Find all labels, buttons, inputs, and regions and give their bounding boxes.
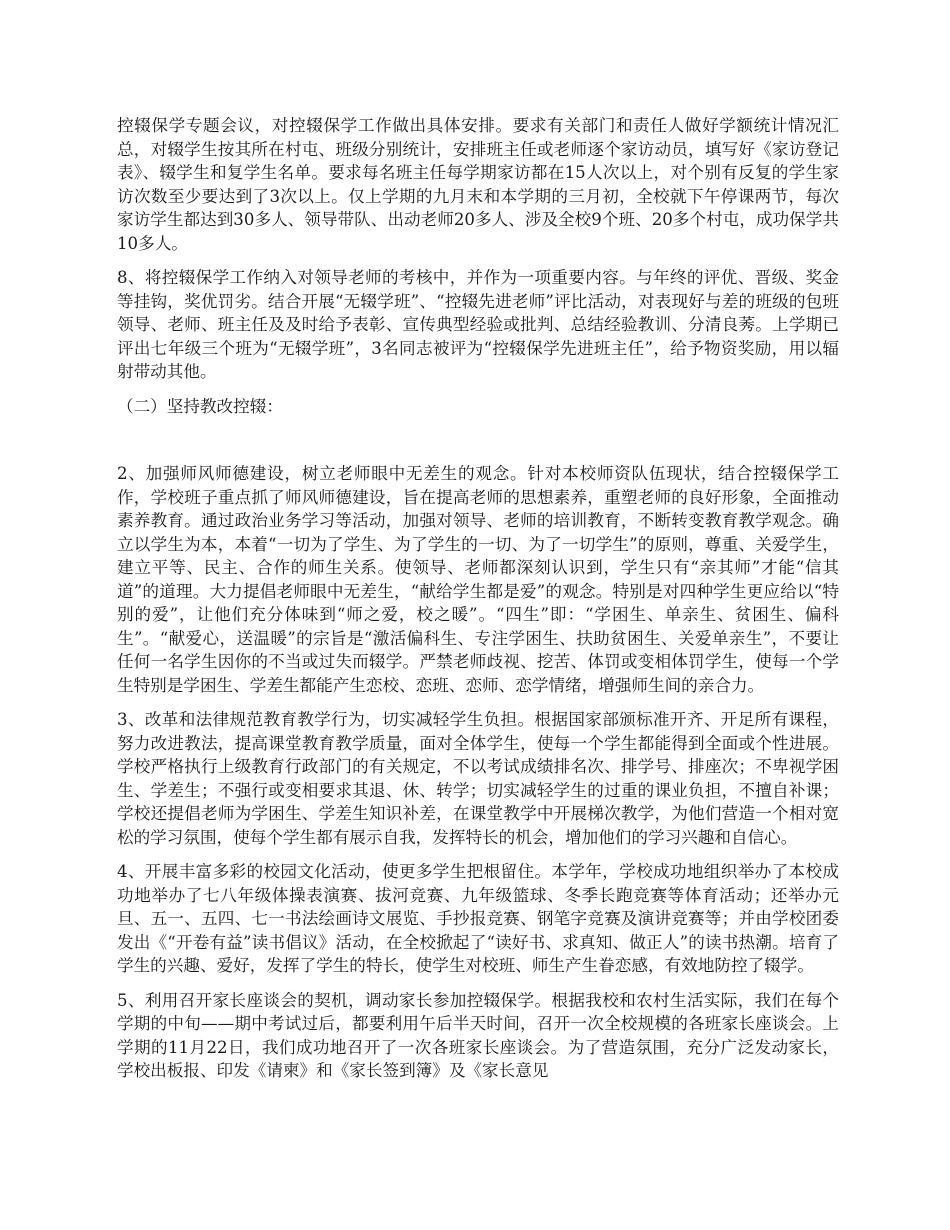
paragraph-item-5: 5、利用召开家长座谈会的契机，调动家长参加控辍保学。根据我校和农村生活实际，我们在每个学期的中旬——期中考试过后，都要利用午后半天时间，召开一次全校规模的各班家长座谈会。上学期的11月22日，我们成功地召开了一次各班家长座谈会。为了营造氛围，充分广泛发动家长，学校出板报、印发《请柬》和《家长签到簿》及《家长意见 (117, 990, 839, 1080)
section-heading: （二）坚持教改控辍： (117, 396, 283, 416)
paragraph-item-8: 8、将控辍保学工作纳入对领导老师的考核中，并作为一项重要内容。与年终的评优、晋级、奖金等挂钩，奖优罚劣。结合开展“无辍学班”、“控辍先进老师”评比活动，对表现好与差的班级的包班领导、老师、班主任及及时给予表彰、宣传典型经验或批判、总结经验教训、分清良莠。上学期已评出七年级三个班为“无辍学班”，3名同志被评为“控辍保学先进班主任”，给予物资奖励，用以辐射带动其他。 (117, 268, 839, 381)
paragraph-item-3: 3、改革和法律规范教育教学行为，切实减轻学生负担。根据国家部颁标准开齐、开足所有课程，努力改进教法，提高课堂教育教学质量，面对全体学生，使每一个学生都能得到全面或个性进展。学校严格执行上级教育行政部门的有关规定，不以考试成绩排名次、排学号、排座次；不卑视学困生、学差生；不强行或变相要求其退、休、转学；切实减轻学生的过重的课业负担，不擅自补课；学校还提倡老师为学困生、学差生知识补差，在课堂教学中开展梯次教学，为他们营造一个相对宽松的学习氛围，使每个学生都有展示自我，发挥特长的机会，增加他们的学习兴趣和自信心。 (117, 710, 839, 847)
document-page (117, 114, 839, 1094)
paragraph-item-2: 2、加强师风师德建设，树立老师眼中无差生的观念。针对本校师资队伍现状，结合控辍保学工作，学校班子重点抓了师风师德建设，旨在提高老师的思想素养，重塑老师的良好形象，全面推动素养教育。通过政治业务学习等活动，加强对领导、老师的培训教育，不断转变教育教学观念。确立以学生为本，本着“一切为了学生、为了学生的一切、为了一切学生”的原则，尊重、关爱学生，建立平等、民主、合作的师生关系。使领导、老师都深刻认识到，学生只有“亲其师”才能“信其道”的道理。大力提倡老师眼中无差生，“献给学生都是爱”的观念。特别是对四种学生更应给以“特别的爱”，让他们充分体味到“师之爱，校之暖”。“四生”即：“学困生、单亲生、贫困生、偏科生”。“献爱心，送温暖”的宗旨是“激活偏科生、专注学困生、扶助贫困生、关爱单亲生”，不要让任何一名学生因你的不当或过失而辍学。严禁老师歧视、挖苦、体罚或变相体罚学生，使每一个学生特别是学困生、学差生都能产生恋校、恋班、恋师、恋学情绪，增强师生间的亲合力。 (117, 464, 839, 695)
paragraph-item-4: 4、开展丰富多彩的校园文化活动，使更多学生把根留住。本学年，学校成功地组织举办了本校成功地举办了七八年级体操表演赛、拔河竞赛、九年级篮球、冬季长跑竞赛等体育活动；还举办元旦、五一、五四、七一书法绘画诗文展览、手抄报竞赛、钢笔字竞赛及演讲竞赛等；并由学校团委发出《“开卷有益”读书倡议》活动，在全校掀起了“读好书、求真知、做正人”的读书热潮。培育了学生的兴趣、爱好，发挥了学生的特长，使学生对校班、师生产生眷恋感，有效地防控了辍学。 (117, 862, 839, 975)
blank-gap (117, 429, 839, 462)
paragraph-home-visits: 控辍保学专题会议，对控辍保学工作做出具体安排。要求有关部门和责任人做好学额统计情况汇总，对辍学生按其所在村屯、班级分别统计，安排班主任或老师逐个家访动员，填写好《家访登记表》、辍学生和复学生名单。要求每名班主任每学期家访都在15人次以上，对个别有反复的学生家访次数至少要达到了3次以上。仅上学期的九月末和本学期的三月初，全校就下午停课两节，每次家访学生都达到30多人、领导带队、出动老师20多人、涉及全校9个班、20多个村屯，成功保学共10多人。 (117, 116, 839, 253)
